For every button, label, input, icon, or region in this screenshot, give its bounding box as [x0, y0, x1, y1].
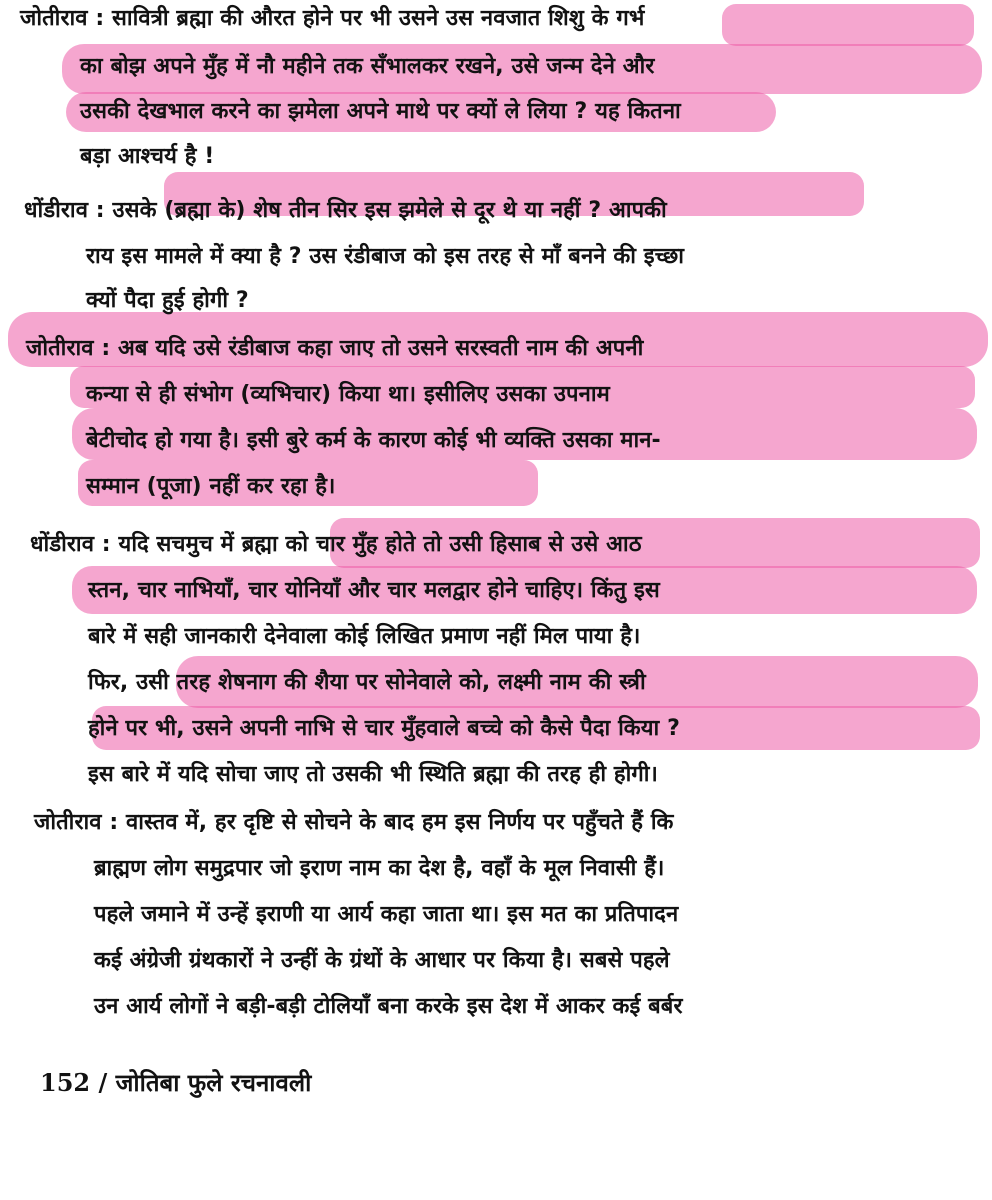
dialogue-line — [86, 426, 661, 456]
dialogue-line — [86, 472, 335, 502]
dialogue-text: इस बारे में यदि सोचा जाए तो उसकी भी स्थिति ब्रह्मा की तरह ही होगी। — [88, 762, 658, 787]
dialogue-text: यदि सचमुच में ब्रह्मा को चार मुँह होते तो उसी हिसाब से उसे आठ — [118, 532, 642, 557]
dialogue-text: सम्मान (पूजा) नहीं कर रहा है। — [86, 474, 336, 499]
dialogue-line — [86, 242, 684, 272]
dialogue-text: उसके (ब्रह्मा के) शेष तीन सिर इस झमेले से दूर थे या नहीं ? आपकी — [112, 198, 667, 223]
dialogue-line — [88, 622, 640, 652]
dialogue-line — [94, 900, 678, 930]
dialogue-line — [94, 854, 664, 884]
speaker-name: धोंडीराव — [30, 532, 95, 557]
dialogue-line — [88, 576, 660, 606]
dialogue-line — [94, 946, 670, 976]
dialogue-line — [88, 668, 646, 698]
speaker-name: जोतीराव — [26, 336, 94, 361]
dialogue-line: जोतीराव : अब यदि उसे रंडीबाज कहा जाए तो उसने सरस्वती नाम की अपनी — [26, 336, 644, 361]
dialogue-text: फिर, उसी तरह शेषनाग की शैया पर सोनेवाले को, लक्ष्मी नाम की स्त्री — [88, 670, 646, 695]
dialogue-text: स्तन, चार नाभियाँ, चार योनियाँ और चार मलद्वार होने चाहिए। किंतु इस — [88, 578, 660, 603]
dialogue-line: धोंडीराव : यदि सचमुच में ब्रह्मा को चार मुँह होते तो उसी हिसाब से उसे आठ — [30, 532, 642, 557]
dialogue-line — [86, 380, 610, 410]
dialogue-line — [80, 142, 214, 172]
dialogue-line — [80, 97, 681, 127]
speaker-name: धोंडीराव — [24, 198, 89, 223]
dialogue-text: बड़ा आश्चर्य है ! — [80, 144, 215, 169]
dialogue-text: राय इस मामले में क्या है ? उस रंडीबाज को इस तरह से माँ बनने की इच्छा — [86, 244, 685, 269]
dialogue-text: का बोझ अपने मुँह में नौ महीने तक सँभालकर रखने, उसे जन्म देने और — [80, 54, 655, 79]
dialogue-text: बारे में सही जानकारी देनेवाला कोई लिखित प्रमाण नहीं मिल पाया है। — [88, 624, 641, 649]
dialogue-text: अब यदि उसे रंडीबाज कहा जाए तो उसने सरस्वती नाम की अपनी — [118, 336, 644, 361]
dialogue-text: होने पर भी, उसने अपनी नाभि से चार मुँहवाले बच्चे को कैसे पैदा किया ? — [88, 716, 680, 741]
dialogue-text: बेटीचोद हो गया है। इसी बुरे कर्म के कारण कोई भी व्यक्ति उसका मान- — [86, 428, 661, 453]
dialogue-line — [86, 286, 249, 316]
dialogue-line: जोतीराव : सावित्री ब्रह्मा की औरत होने पर भी उसने उस नवजात शिशु के गर्भ — [20, 6, 645, 31]
dialogue-text: उन आर्य लोगों ने बड़ी-बड़ी टोलियाँ बना करके इस देश में आकर कई बर्बर — [94, 994, 683, 1019]
dialogue-text: कन्या से ही संभोग (व्यभिचार) किया था। इसीलिए उसका उपनाम — [86, 382, 610, 407]
dialogue-text: वास्तव में, हर दृष्टि से सोचने के बाद हम इस निर्णय पर पहुँचते हैं कि — [126, 810, 674, 835]
dialogue-text: उसकी देखभाल करने का झमेला अपने माथे पर क्यों ले लिया ? यह कितना — [80, 99, 681, 124]
speaker-name: जोतीराव — [20, 6, 88, 31]
dialogue-text: ब्राह्मण लोग समुद्रपार जो इराण नाम का देश है, वहाँ के मूल निवासी हैं। — [94, 856, 665, 881]
dialogue-line — [88, 714, 680, 744]
highlight-mark — [722, 4, 974, 46]
dialogue-text: सावित्री ब्रह्मा की औरत होने पर भी उसने उस नवजात शिशु के गर्भ — [112, 6, 645, 31]
dialogue-line — [88, 760, 658, 790]
dialogue-line: जोतीराव : वास्तव में, हर दृष्टि से सोचने के बाद हम इस निर्णय पर पहुँचते हैं कि — [34, 810, 674, 835]
dialogue-text: क्यों पैदा हुई होगी ? — [86, 288, 249, 313]
dialogue-line — [94, 992, 683, 1022]
dialogue-text: पहले जमाने में उन्हें इराणी या आर्य कहा जाता था। इस मत का प्रतिपादन — [94, 902, 679, 927]
page-footer: 152 / जोतिबा फुले रचनावली — [40, 1068, 312, 1097]
dialogue-line — [80, 52, 654, 82]
dialogue-line: धोंडीराव : उसके (ब्रह्मा के) शेष तीन सिर इस झमेले से दूर थे या नहीं ? आपकी — [24, 198, 667, 223]
speaker-name: जोतीराव — [34, 810, 102, 835]
dialogue-text: कई अंग्रेजी ग्रंथकारों ने उन्हीं के ग्रंथों के आधार पर किया है। सबसे पहले — [94, 948, 670, 973]
